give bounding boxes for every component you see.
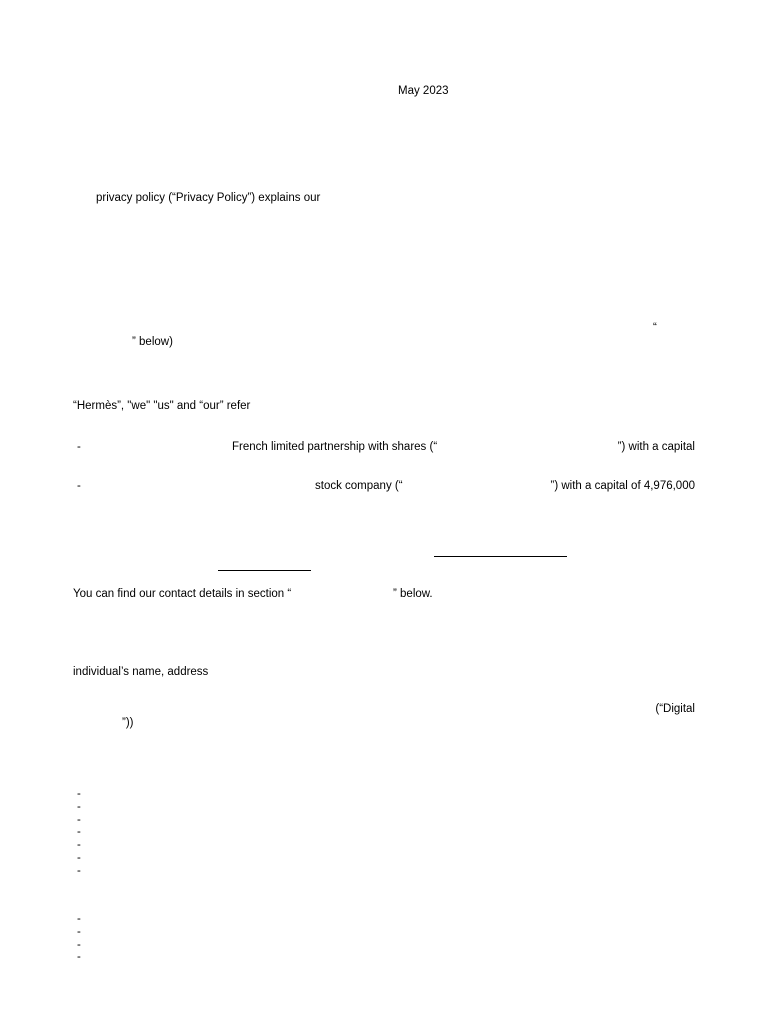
individual-fragment: individual’s name, address	[73, 666, 209, 678]
link-underline[interactable]	[434, 556, 567, 557]
intro-fragment: privacy policy (“Privacy Policy”) explains our	[96, 192, 321, 204]
hermes-definition: “Hermès”, "we" "us" and “our” refer	[73, 400, 251, 412]
quote-open-fragment: “	[653, 322, 657, 334]
list-item: -	[77, 814, 81, 826]
list-dash: -	[77, 441, 81, 453]
list-item: -	[77, 852, 81, 864]
contact-sentence-end: ” below.	[393, 588, 433, 600]
list-dash: -	[77, 480, 81, 492]
list-item: -	[77, 913, 81, 925]
entity-1-end: ”) with a capital	[617, 441, 695, 453]
list-item: -	[77, 951, 81, 963]
digital-fragment: (“Digital	[655, 703, 695, 715]
digital-close-fragment: ”))	[122, 717, 134, 729]
list-item: -	[77, 865, 81, 877]
list-item: -	[77, 926, 81, 938]
list-item: -	[77, 939, 81, 951]
list-item: -	[77, 788, 81, 800]
document-date: May 2023	[398, 85, 449, 97]
list-item: -	[77, 826, 81, 838]
list-item: -	[77, 801, 81, 813]
entity-2-middle: stock company (“	[315, 480, 403, 492]
list-item: -	[77, 839, 81, 851]
link-underline[interactable]	[218, 570, 311, 571]
below-fragment: ” below)	[132, 336, 173, 348]
entity-1-middle: French limited partnership with shares (“	[232, 441, 438, 453]
contact-sentence-start: You can find our contact details in section “	[73, 588, 292, 600]
entity-2-end: ”) with a capital of 4,976,000	[550, 480, 695, 492]
